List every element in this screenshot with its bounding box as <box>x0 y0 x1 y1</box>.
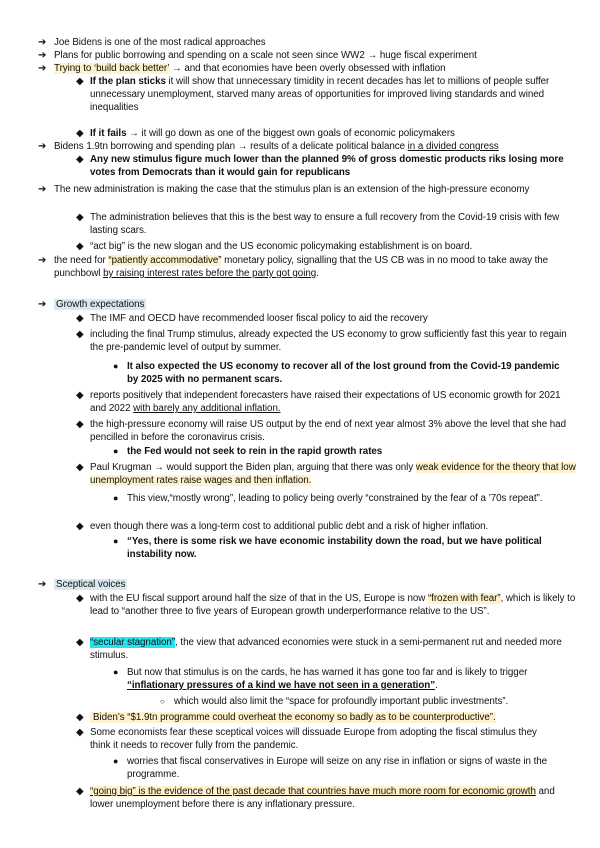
sub-bullet: ◆ Any new stimulus figure much lower than the planned 9% of gross domestic products riks losing more votes from Democrats than it would gain for republicans <box>76 154 564 178</box>
diamond-bullet-icon: ◆ <box>76 593 84 604</box>
circle-bullet-icon: ○ <box>160 697 165 706</box>
diamond-bullet-icon: ◆ <box>76 390 84 401</box>
arrow-bullet-icon: ➔ <box>38 579 47 590</box>
diamond-bullet-icon: ◆ <box>76 76 84 87</box>
note-line-1 <box>38 36 578 49</box>
section-title: Sceptical voices <box>56 579 126 590</box>
arrow-bullet-icon: ➔ <box>38 141 47 152</box>
arrow-bullet-icon: ➔ <box>38 184 47 195</box>
sub-bullet: ◆ Biden’s “$1.9tn programme could overheat the economy so badly as to be counterproductive”. <box>76 712 496 723</box>
arrow-bullet-icon: ➔ <box>38 299 47 310</box>
arrow-bullet-icon: ➔ <box>38 37 47 48</box>
note-line-6: ➔ the need for “patiently accommodative” monetary policy, signalling that the US CB was in no mood to take away the punchbowl by raising interest rates before the party got going. <box>38 255 549 279</box>
diamond-bullet-icon: ◆ <box>76 786 84 797</box>
diamond-bullet-icon: ◆ <box>76 241 84 252</box>
section-title: Growth expectations <box>56 299 145 310</box>
note-line-3 <box>38 62 578 75</box>
sub-bullet: ◆ Paul Krugman → would support the Biden plan, arguing that there was only weak evidence for the theory that low unemployment rates raise wages and then inflation. <box>76 462 576 486</box>
section-heading-sceptical <box>38 578 578 591</box>
sub-bullet: ◆ The administration believes that this is the best way to ensure a full recovery from the Covid-19 crisis with few lasting scars. <box>76 212 560 236</box>
diamond-bullet-icon: ◆ <box>76 313 84 324</box>
sub-bullet: ◆ the high-pressure economy will raise US output by the end of next year almost 3% above the level that she had pencilled in before the coronavirus crisis. <box>76 419 566 443</box>
dot-bullet-icon: ● <box>113 361 119 371</box>
diamond-bullet-icon: ◆ <box>76 419 84 430</box>
sub-bullet: ◆ The IMF and OECD have recommended looser fiscal policy to aid the recovery <box>76 313 428 324</box>
sub-bullet: ◆ reports positively that independent forecasters have raised their expectations of US economic growth for 2021 and 2022 with barely any additional inflation. <box>76 390 561 414</box>
sub-bullet: ◆ Some economists fear these sceptical voices will dissuade Europe from adopting the fiscal stimulus they think it needs to recover fully from the pandemic. <box>76 727 537 751</box>
diamond-bullet-icon: ◆ <box>76 329 84 340</box>
section-heading-growth <box>38 298 578 311</box>
sub-bullet: ◆ “secular stagnation”, the view that advanced economies were stuck in a semi-permanent rut and needed more stimulus. <box>76 637 562 661</box>
arrow-bullet-icon: ➔ <box>38 63 47 74</box>
arrow-bullet-icon: ➔ <box>38 50 47 61</box>
sub-sub-bullet: ● But now that stimulus is on the cards, he has warned it has gone too far and is likely to trigger “inflationary pressures of a kind we have not seen in a generation”. <box>113 667 528 691</box>
note-text: Joe Bidens is one of the most radical approaches <box>54 37 266 48</box>
note-text: Plans for public borrowing and spending on a scale not seen since WW2 → huge fiscal experiment <box>54 50 477 61</box>
arrow-bullet-icon: ➔ <box>38 255 47 266</box>
diamond-bullet-icon: ◆ <box>76 637 84 648</box>
sub-bullet: ◆ If the plan sticks it will show that unnecessary timidity in recent decades has let to millions of people suffer unnecessary unemployment, starved many areas of opportunities for improved living standards and wined inequalities <box>76 76 550 113</box>
dot-bullet-icon: ● <box>113 756 119 766</box>
sub-sub-bullet: ● “Yes, there is some risk we have economic instability down the road, but we have political instability now. <box>113 536 542 560</box>
sub-sub-bullet: ● It also expected the US economy to recover all of the lost ground from the Covid-19 pandemic by 2025 with no permanent scars. <box>113 361 560 385</box>
sub-bullet: ◆ “going big” is the evidence of the past decade that countries have much more room for economic growth and lower unemployment before there is any inflationary pressure. <box>76 786 555 810</box>
dot-bullet-icon: ● <box>113 536 119 546</box>
diamond-bullet-icon: ◆ <box>76 712 84 723</box>
diamond-bullet-icon: ◆ <box>76 212 84 223</box>
diamond-bullet-icon: ◆ <box>76 462 84 473</box>
note-text: Trying to ‘build back better’ → and that economies have been overly obsessed with inflation <box>54 63 446 74</box>
sub-sub-sub-bullet: ○ which would also limit the “space for profoundly important public investments”. <box>160 696 509 707</box>
sub-bullet: ◆ with the EU fiscal support around half the size of that in the US, Europe is now “frozen with fear”, which is likely to lead to “another three to five years of European growth underperformance relative to the US”. <box>76 593 576 617</box>
sub-sub-bullet: ● the Fed would not seek to rein in the rapid growth rates <box>113 446 383 457</box>
sub-sub-bullet: ● worries that fiscal conservatives in Europe will seize on any rise in inflation or signs of waste in the programme. <box>113 756 548 780</box>
dot-bullet-icon: ● <box>113 667 119 677</box>
sub-bullet: ◆ even though there was a long-term cost to additional public debt and a risk of higher inflation. <box>76 521 489 532</box>
dot-bullet-icon: ● <box>113 493 119 503</box>
dot-bullet-icon: ● <box>113 446 119 456</box>
note-line-5: ➔ The new administration is making the case that the stimulus plan is an extension of the high-pressure economy <box>38 184 530 195</box>
diamond-bullet-icon: ◆ <box>76 727 84 738</box>
note-line-2 <box>38 49 578 62</box>
sub-bullet: ◆ If it fails → it will go down as one of the biggest own goals of economic policymakers <box>76 128 455 139</box>
note-line-4: ➔ Bidens 1.9tn borrowing and spending plan → results of a delicate political balance in a divided congress <box>38 141 499 152</box>
diamond-bullet-icon: ◆ <box>76 154 84 165</box>
sub-bullet: ◆ including the final Trump stimulus, already expected the US economy to grow sufficiently fast this year to regain the pre-pandemic level of output by summer. <box>76 329 567 353</box>
highlighted-text: Trying to ‘build back better’ <box>54 63 170 74</box>
diamond-bullet-icon: ◆ <box>76 521 84 532</box>
sub-bullet: ◆ “act big” is the new slogan and the US economic policymaking establishment is on board. <box>76 241 473 252</box>
sub-sub-bullet: ● This view,“mostly wrong”, leading to policy being overly “constrained by the fear of a ’70s repeat”. <box>113 493 543 504</box>
diamond-bullet-icon: ◆ <box>76 128 84 139</box>
